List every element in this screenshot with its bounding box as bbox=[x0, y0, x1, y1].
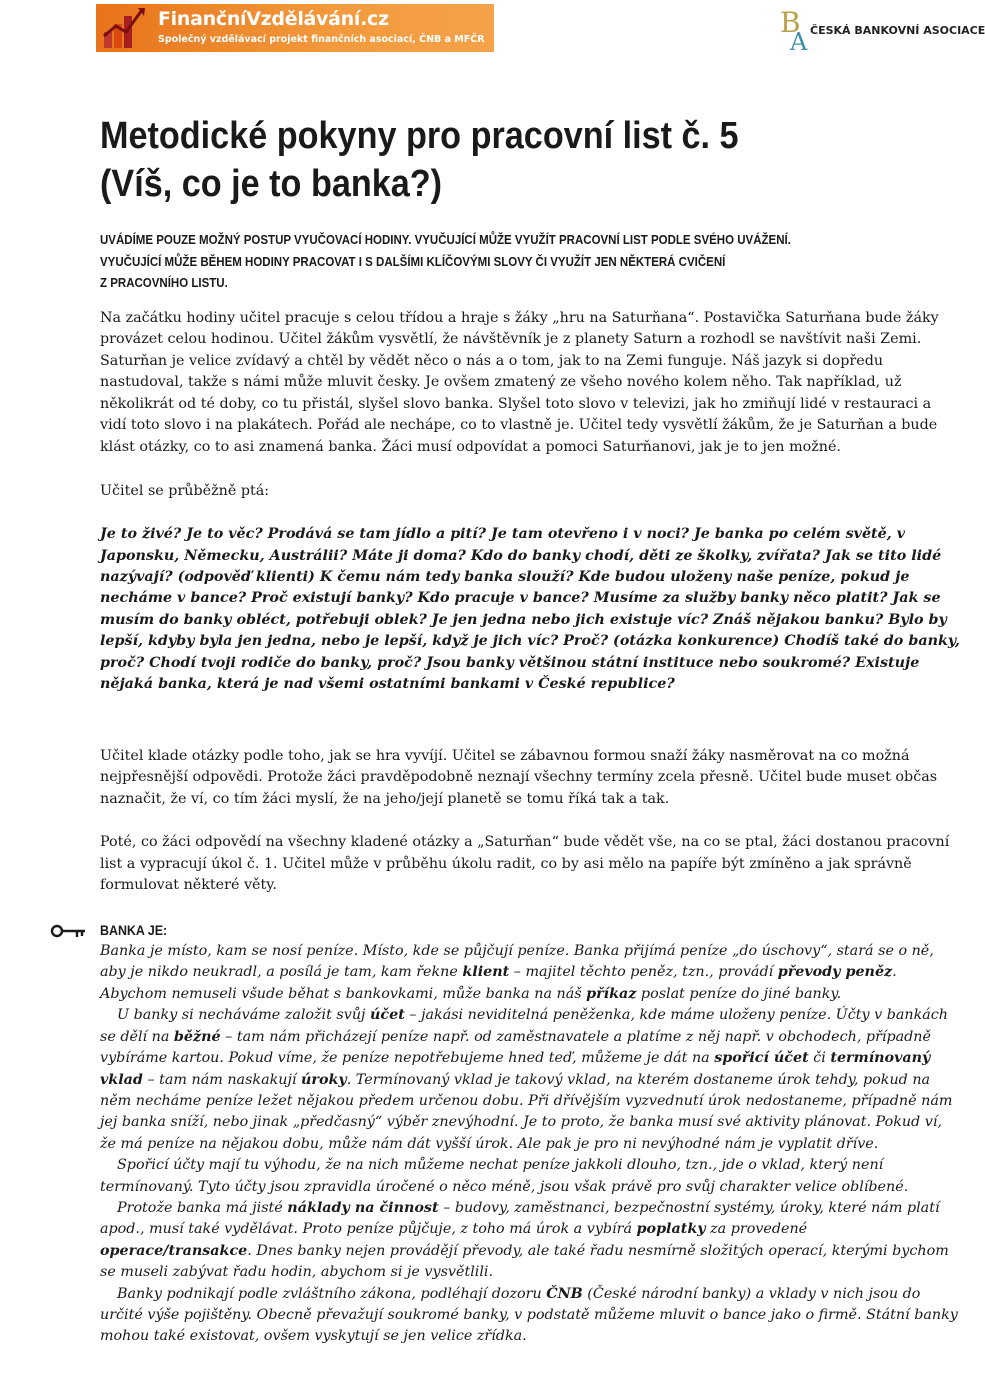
key-term: náklady na činnost bbox=[287, 1199, 439, 1216]
key-term: úroky bbox=[301, 1071, 347, 1088]
text-run: – jakási neviditelná peněženka, kde máme uloženy peníze. Účty v bankách se dělí na bbox=[100, 1007, 949, 1045]
key-term: účet bbox=[370, 1007, 405, 1024]
worksheet-paragraph: Poté, co žáci odpovědí na všechny kladené otázky a „Saturňan“ bude vědět vše, na co se ptal, žáci dostanou pracovní list a vypracují úkol č. 1. Učitel může v průběhu úkolu radit, co by asi mělo na papíře být zmíněno a jak správně formulovat některé věty. bbox=[100, 834, 950, 894]
text-run: Banky podnikají podle zvláštního zákona, podléhají dozoru bbox=[117, 1285, 547, 1302]
text-run: za provedené bbox=[705, 1221, 808, 1238]
page-title bbox=[100, 112, 874, 208]
definition-paragraph bbox=[100, 1155, 960, 1198]
text-run: (České národní banky) a vklady v nich jsou do určité výše pojištěny. Obecně převažují soukromé banky, v podstatě můžeme mluvit o bance jako o firmě. Státní banky mohou také existovat, ovšem vyskytují se jen velice zřídka. bbox=[100, 1285, 958, 1345]
text-run: – tam nám naskakují bbox=[142, 1071, 302, 1088]
definition-paragraph bbox=[100, 941, 960, 1005]
text-run: . Abychom nemuseli všude běhat s bankovkami, může banka na náš bbox=[100, 964, 897, 1002]
text-run: – budovy, zaměstnanci, bezpečnostní systémy, úroky, které nám platí apod., musí také vydělávat. Proto peníze půjčuje, z toho má úrok a vybírá bbox=[100, 1199, 940, 1238]
intro-paragraph: Na začátku hodiny učitel pracuje s celou třídou a hraje s žáky „hru na Saturňana“. Postavička Saturňana bude žáky provázet celou hodinou. Učitel žákům vysvětlí, že návštěvník je z planety Saturn a rozhodl se navštívit naši Zemi. Saturňan je velice zvídavý a chtěl by vědět něco o nás a o tom, jak to na Zemi funguje. Náš jazyk si dopředu nastudoval, takže s námi může mluvit česky. Je ovšem zmatený ze všeho nového kolem něho. Tak například, už několikrát od té doby, co tu přistál, slyšel slovo banka. Slyšel toto slovo v televizi, jak ho zmiňují lidé v restauraci a vidí toto slovo i na plakátech. Pořád ale nechápe, co to vlastně je. Učitel tedy vysvětlí žákům, že je Saturňan a bude klást otázky, co to asi znamená banka. Žáci musí odpovídat a pomoci Saturňanovi, jak je to jen možné. bbox=[100, 309, 939, 456]
guidance-paragraph: Učitel klade otázky podle toho, jak se hra vyvíjí. Učitel se zábavnou formou snaží žáky nasměrovat na co možná nejpřesnější odpovědi. Protože žáci pravděpodobně neznají všechny termíny zcela přesně. Učitel bude muset občas naznačit, že ví, co tím žáci myslí, že na jeho/její planetě se tomu říká tak a tak. bbox=[100, 747, 938, 807]
definition-paragraph bbox=[100, 1198, 960, 1284]
svg-text:B: B bbox=[780, 6, 801, 39]
bank-definition-section bbox=[100, 921, 960, 1348]
key-term: termínovaný vklad bbox=[100, 1050, 931, 1088]
key-term: ČNB bbox=[546, 1285, 583, 1302]
text-run: U banky si necháváme založit svůj bbox=[117, 1007, 371, 1024]
text-run: Banka je místo, kam se nosí peníze. Místo, kde se půjčují peníze. Banka přijímá peníze „do úschovy“, stará se o ně, aby je nikdo neukradl, a posílá je tam, kam řekne bbox=[100, 943, 934, 981]
key-term: operace/transakce bbox=[100, 1242, 248, 1259]
association-logo-icon bbox=[778, 6, 812, 56]
key-term: poplatky bbox=[636, 1221, 706, 1238]
intro-instructions bbox=[100, 230, 891, 295]
key-term: běžné bbox=[173, 1028, 221, 1045]
title-line-2: (Víš, co je to banka?) bbox=[100, 163, 443, 205]
text-run: poslat peníze do jiné banky. bbox=[636, 985, 842, 1002]
key-term: příkaz bbox=[586, 985, 637, 1002]
text-run: či bbox=[808, 1050, 831, 1067]
questions-paragraph: Je to živé? Je to věc? Prodává se tam jídlo a pití? Je tam otevřeno i v noci? Je banka po celém světě, v Japonsku, Německu, Austrálii? Máte ji doma? Kdo do banky chodí, děti ze školky, zvířata? Jak se tito lidé nazývají? (odpověď klienti) K čemu nám tedy banka slouží? Kde budou uloženy naše peníze, pokud je necháme v bance? Proč existují banky? Kdo pracuje v bance? Musíme za služby banky něco platit? Jak se musím do banky obléct, potřebuji oblek? Je jen jedna nebo jich existuje víc? Znáš nějakou banku? Bylo by lepší, kdyby byla jen jedna, nebo je lepší, když je jich víc? Proč? (otázka konkurence) Chodíš také do banky, proč? Chodí tvoji rodiče do banky, proč? Jsou banky většinou státní instituce nebo soukromé? Existuje nějaká banka, která je nad všemi ostatními bankami v České republice? bbox=[100, 526, 960, 693]
intro-line: UVÁDÍME POUZE MOŽNÝ POSTUP VYUČOVACÍ HODINY. VYUČUJÍCÍ MŮŽE VYUŽÍT PRACOVNÍ LIST PODLE SVÉHO UVÁŽENÍ. bbox=[100, 233, 791, 247]
text-run: Spořicí účty mají tu výhodu, že na nich můžeme nechat peníze jakkoli dlouho, tzn., jde o vklad, který není termínovaný. Tyto účty jsou zpravidla úročené o něco méně, jsou však právě pro svůj charakter velice oblíbené. bbox=[100, 1157, 909, 1195]
text-run: . Termínovaný vklad je takový vklad, na kterém dostaneme úrok tehdy, pokud na něm necháme peníze ležet nějakou předem určenou dobu. Při dřívějším vyzvednutí úrok nedostaneme, případně nám jej banka sníží, nebo jinak „předčasný“ výběr znevýhodní. Je to proto, že banka musí své aktivity plánovat. Pokud ví, že má peníze na nějakou dobu, může nám dát vyšší úrok. Ale pak je pro ni nevýhodné nám je vyplatit dříve. bbox=[100, 1071, 953, 1152]
text-run: . Dnes banky nejen provádějí převody, ale také řadu nesmírně složitých operací, kterými bychom se museli zabývat řadu hodin, abychom si je vysvětlili. bbox=[100, 1242, 949, 1281]
brand-logo-banner bbox=[96, 4, 494, 52]
intro-line: VYUČUJÍCÍ MŮŽE BĚHEM HODINY PRACOVAT I S DALŠÍMI KLÍČOVÝMI SLOVY ČI VYUŽÍT JEN NĚKTERÁ CVIČENÍ bbox=[100, 254, 726, 269]
document-body bbox=[100, 112, 960, 1348]
key-icon bbox=[50, 923, 86, 939]
definition-paragraph bbox=[100, 1005, 960, 1155]
definition-heading: BANKA JE: bbox=[100, 923, 168, 939]
text-run: – majitel těchto peněz, tzn., provádí bbox=[509, 964, 778, 981]
teacher-asks-label: Učitel se průběžně ptá: bbox=[100, 482, 270, 499]
text-run: Protože banka má jisté bbox=[117, 1199, 288, 1216]
text-run: – tam nám přicházejí peníze např. od zaměstnavatele a platíme z něj např. v obchodech, případně vybíráme kartou. Pokud víme, že peníze nepotřebujeme hned teď, můžeme je dát na bbox=[100, 1028, 931, 1067]
brand-title: FinančníVzdělávání.cz bbox=[158, 8, 389, 30]
association-name: ČESKÁ BANKOVNÍ ASOCIACE bbox=[810, 24, 985, 37]
key-term: klient bbox=[462, 964, 510, 981]
key-term: převody peněz bbox=[777, 964, 893, 981]
brand-subtitle: Společný vzdělávací projekt finančních asociací, ČNB a MFČR bbox=[158, 34, 485, 45]
definition-paragraph bbox=[100, 1284, 960, 1348]
key-term: spořicí účet bbox=[714, 1050, 809, 1067]
svg-text:A: A bbox=[790, 28, 808, 56]
title-line-1: Metodické pokyny pro pracovní list č. 5 bbox=[100, 115, 739, 157]
intro-line: Z PRACOVNÍHO LISTU. bbox=[100, 276, 228, 290]
logo-graph-icon bbox=[102, 6, 146, 50]
